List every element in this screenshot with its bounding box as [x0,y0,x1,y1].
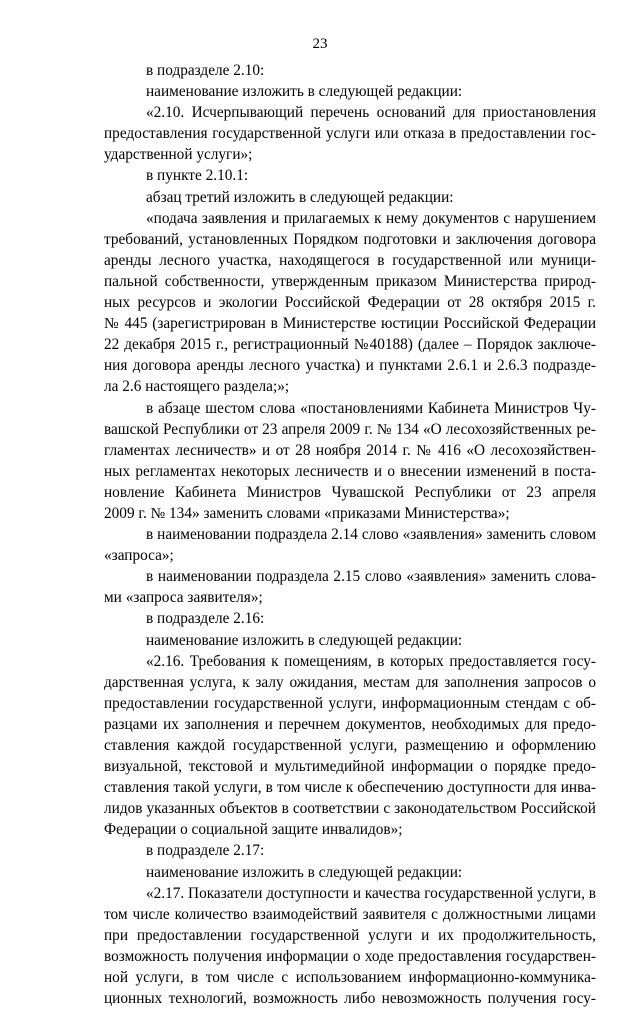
text-line: ударственной услуги»; [104,146,253,164]
text-line: наименование изложить в следующей редакции: [146,631,463,649]
text-line: требований, установленных Порядком подготовки и заключения договора [104,230,596,248]
text-line: в пункте 2.10.1: [146,167,249,185]
text-line: ставления такой услуги, в том числе к обеспечению доступности для инва- [104,779,596,797]
text-line: ми «запроса заявителя»; [104,589,263,607]
text-line: предоставлении государственной услуги, информационным стендам с об- [104,694,596,712]
page-number: 23 [312,36,328,52]
text-line: 2009 г. № 134» заменить словами «приказами Министерства»; [104,504,510,522]
text-line: «подача заявления и прилагаемых к нему документов с нарушением [146,209,596,227]
text-line: ных ресурсов и экологии Российской Федерации от 28 октября 2015 г. [104,294,596,312]
text-line: аренды лесного участка, находящегося в государственной или муници- [104,251,596,269]
text-line: «запроса»; [104,547,174,565]
text-line: ной услуги, в том числе с использованием информационно-коммуника- [104,969,596,987]
text-line: Федерации о социальной защите инвалидов»; [104,821,403,839]
text-line: вашской Республики от 23 апреля 2009 г. № 134 «О лесохозяйственных ре- [104,420,596,438]
text-line: пальной собственности, утвержденным приказом Министерства природ- [104,272,596,290]
text-line: 22 декабря 2015 г., регистрационный №40188) (далее – Порядок заключе- [104,336,596,354]
text-line: в подразделе 2.16: [146,610,265,628]
text-line: новление Кабинета Министров Чувашской Республики от 23 апреля [104,483,596,501]
text-line: ставления каждой государственной услуги, размещению и оформлению [104,737,596,754]
text-line: возможность получения информации о ходе предоставления государствен- [104,947,596,965]
text-line: наименование изложить в следующей редакции: [146,863,463,881]
text-line: гламентах лесничеств» и от 28 ноября 2014 г. № 416 «О лесохозяйствен- [104,441,596,459]
text-line: предоставления государственной услуги или отказа в предоставлении гос- [104,125,596,143]
text-line: ния договора аренды лесного участка) и пунктами 2.6.1 и 2.6.3 подразде- [104,357,596,375]
text-line: ла 2.6 настоящего раздела;»; [104,378,290,396]
text-line: «2.16. Требования к помещениям, в которых предоставляется госу- [146,652,596,670]
document-body [104,60,596,1009]
text-line: при предоставлении государственной услуги и их продолжительность, [104,926,596,944]
text-line: наименование изложить в следующей редакции: [146,83,463,101]
text-line: абзац третий изложить в следующей редакции: [146,188,454,206]
text-line: ционных технологий, возможность либо невозможность получения госу- [104,990,596,1008]
text-line: «2.17. Показатели доступности и качества государственной услуги, в [146,884,596,902]
text-line: том числе количество взаимодействий заявителя с должностными лицами [104,905,596,923]
text-line: визуальной, текстовой и мультимедийной информации о порядке предо- [104,758,596,776]
text-line: ных регламентах некоторых лесничеств и о внесении изменений в поста- [104,462,596,480]
text-line: «2.10. Исчерпывающий перечень оснований для приостановления [146,104,596,122]
text-line: дарственная услуга, к залу ожидания, местам для заполнения запросов о [104,673,596,691]
text-line: в подразделе 2.10: [146,62,265,79]
text-line: в подразделе 2.17: [146,842,265,860]
text-line: № 445 (зарегистрирован в Министерстве юстиции Российской Федерации [104,315,596,333]
text-line: лидов указанных объектов в соответствии с законодательством Российской [104,800,596,818]
text-line: в наименовании подраздела 2.15 слово «заявления» заменить слова- [146,568,596,586]
text-line: в наименовании подраздела 2.14 слово «заявления» заменить словом [146,526,596,544]
text-line: в абзаце шестом слова «постановлениями Кабинета Министров Чу- [146,399,596,417]
text-line: разцами их заполнения и перечнем документов, необходимых для предо- [104,715,596,733]
